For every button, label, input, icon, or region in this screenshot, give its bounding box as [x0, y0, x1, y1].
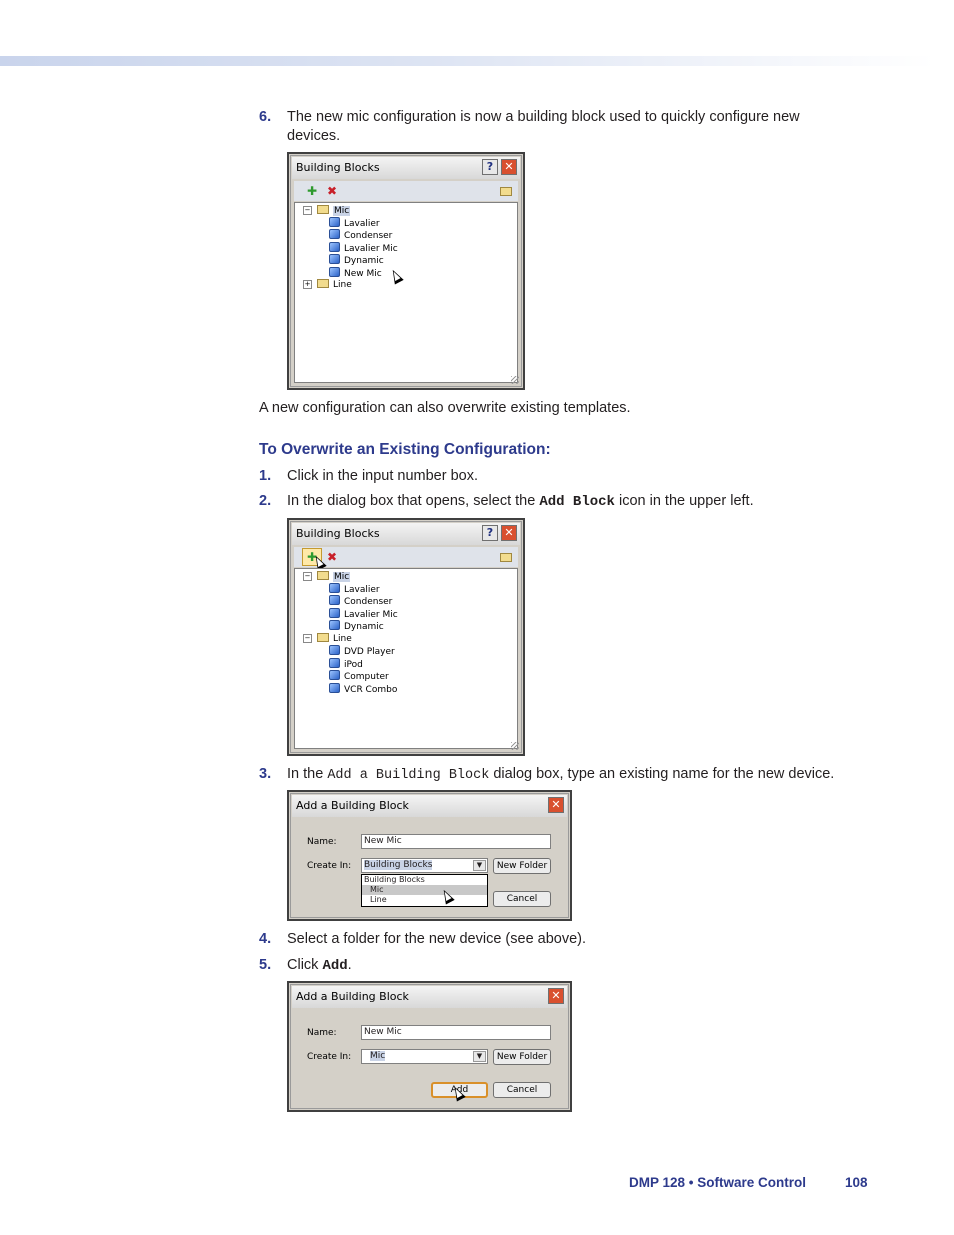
tree-folder-line[interactable]: − Line: [304, 634, 352, 644]
help-button[interactable]: ?: [482, 159, 498, 175]
tree-item[interactable]: DVD Player: [329, 645, 395, 657]
tree-item[interactable]: Dynamic: [329, 254, 384, 266]
tree-folder-mic[interactable]: − Mic: [304, 206, 350, 216]
step-text: The new mic configuration is now a building block used to quickly configure new: [287, 109, 800, 125]
delete-block-icon[interactable]: ✖: [326, 184, 338, 198]
dialog-titlebar: [292, 157, 520, 179]
tree-item[interactable]: Condenser: [329, 229, 392, 241]
code-add: Add: [322, 958, 348, 974]
new-folder-icon[interactable]: [498, 183, 514, 199]
step-number: 2.: [259, 493, 272, 509]
name-field[interactable]: New Mic: [361, 1025, 551, 1040]
resize-grip[interactable]: [511, 376, 519, 384]
cancel-button[interactable]: Cancel: [493, 1082, 551, 1098]
step-text: Click Add.: [287, 957, 352, 974]
dialog-title: Building Blocks: [296, 161, 380, 174]
name-label: Name:: [307, 837, 337, 847]
dialog-titlebar: [292, 523, 520, 545]
dialog-toolbar: [294, 181, 518, 201]
step-text: In the Add a Building Block dialog box, type an existing name for the new device.: [287, 766, 835, 783]
add-building-block-dialog: [287, 790, 572, 921]
step-text: Click in the input number box.: [287, 468, 479, 484]
name-label: Name:: [307, 1028, 337, 1038]
delete-block-icon[interactable]: ✖: [326, 550, 338, 564]
tree-item[interactable]: Lavalier: [329, 583, 380, 595]
code-add-block: Add Block: [539, 494, 615, 510]
note-text: A new configuration can also overwrite existing templates.: [259, 400, 631, 416]
footer-page-number: 108: [845, 1175, 868, 1190]
footer-document-title: DMP 128 • Software Control: [629, 1175, 807, 1190]
chevron-down-icon[interactable]: ▼: [473, 1051, 486, 1062]
help-button[interactable]: ?: [482, 525, 498, 541]
dialog-title: Add a Building Block: [296, 799, 409, 812]
tree-folder-line[interactable]: + Line: [304, 280, 352, 290]
tree-view: [294, 202, 518, 383]
add-block-icon[interactable]: ✚: [306, 184, 318, 198]
code-dialog-name: Add a Building Block: [327, 768, 490, 783]
tree-item[interactable]: Condenser: [329, 595, 392, 607]
mouse-cursor-icon: [388, 267, 403, 284]
create-in-select[interactable]: Building Blocks ▼: [361, 858, 488, 873]
step-text-continued: devices.: [287, 128, 341, 144]
tree-item[interactable]: Lavalier: [329, 217, 380, 229]
tree-folder-mic[interactable]: − Mic: [304, 572, 350, 582]
section-heading: To Overwrite an Existing Configuration:: [259, 441, 551, 458]
name-field[interactable]: New Mic: [361, 834, 551, 849]
dialog-titlebar: [292, 795, 567, 817]
building-blocks-dialog: [287, 518, 525, 756]
dialog-title: Building Blocks: [296, 527, 380, 540]
step-text: Select a folder for the new device (see above).: [287, 931, 587, 947]
tree-item[interactable]: iPod: [329, 658, 363, 670]
create-in-dropdown-list: [361, 874, 488, 907]
tree-item[interactable]: Dynamic: [329, 620, 384, 632]
close-button[interactable]: ✕: [548, 797, 564, 813]
tree-item[interactable]: Lavalier Mic: [329, 608, 398, 620]
tree-item[interactable]: New Mic: [329, 267, 382, 279]
add-button[interactable]: Add: [431, 1082, 488, 1098]
add-block-icon[interactable]: ✚: [302, 548, 322, 566]
new-folder-icon[interactable]: [498, 549, 514, 565]
create-in-select[interactable]: Mic ▼: [361, 1049, 488, 1064]
tree-item[interactable]: Lavalier Mic: [329, 242, 398, 254]
step-text: In the dialog box that opens, select the Add Block icon in the upper left.: [287, 493, 754, 510]
add-building-block-dialog: [287, 981, 572, 1112]
dialog-title: Add a Building Block: [296, 990, 409, 1003]
header-accent-bar: [0, 56, 954, 66]
create-in-label: Create In:: [307, 861, 352, 871]
dropdown-option[interactable]: Mic: [362, 885, 487, 895]
create-in-label: Create In:: [307, 1052, 352, 1062]
close-button[interactable]: ✕: [501, 159, 517, 175]
chevron-down-icon[interactable]: ▼: [473, 860, 486, 871]
building-blocks-dialog: [287, 152, 525, 390]
step-number: 5.: [259, 957, 272, 973]
step-number: 6.: [259, 109, 272, 125]
step-number: 3.: [259, 766, 272, 782]
new-folder-button[interactable]: New Folder: [493, 1049, 551, 1065]
close-button[interactable]: ✕: [548, 988, 564, 1004]
tree-view: [294, 568, 518, 749]
tree-item[interactable]: Computer: [329, 670, 389, 682]
resize-grip[interactable]: [511, 742, 519, 750]
dialog-titlebar: [292, 986, 567, 1008]
new-folder-button[interactable]: New Folder: [493, 858, 551, 874]
dropdown-option[interactable]: Building Blocks: [364, 875, 425, 884]
tree-item[interactable]: VCR Combo: [329, 683, 397, 695]
dialog-toolbar: [294, 547, 518, 567]
step-number: 4.: [259, 931, 272, 947]
close-button[interactable]: ✕: [501, 525, 517, 541]
step-number: 1.: [259, 468, 272, 484]
cancel-button[interactable]: Cancel: [493, 891, 551, 907]
dropdown-option[interactable]: Line: [370, 895, 387, 904]
